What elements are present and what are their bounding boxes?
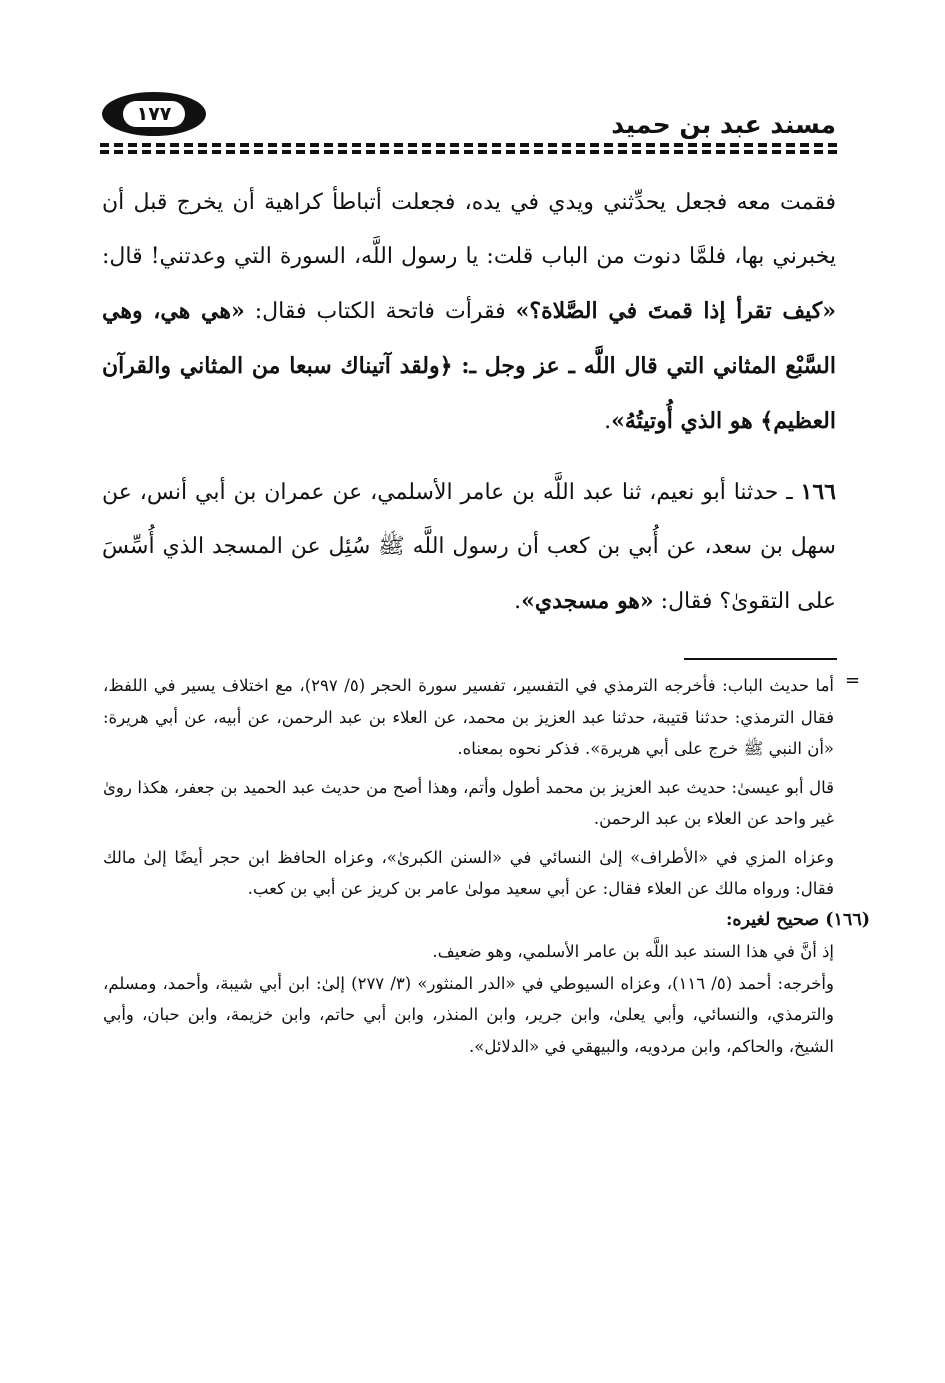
- hadith-number: ١٦٦: [800, 479, 836, 505]
- p1-quote-1: «كيف تقرأ إذا قمتَ في الصَّلاة؟»: [515, 298, 837, 324]
- book-title: مسند عبد بن حميد: [611, 110, 836, 139]
- hadith-166: [102, 465, 836, 629]
- p2-quote: «هو مسجدي»: [521, 588, 654, 614]
- footnote-separator: [684, 658, 837, 660]
- page-header: [100, 92, 838, 152]
- page-number: ١٧٧: [123, 101, 185, 127]
- footnote-paragraph: أما حديث الباب: فأخرجه الترمذي في التفسير، تفسير سورة الحجر (٥/ ٢٩٧)، مع اختلاف يسير في اللفظ، فقال الترمذي: حدثنا قتيبة، حدثنا عبد العزيز بن محمد، عن العلاء بن عبد الرحمن، عن أبيه، عن أبي هريرة: «أن النبي ﷺ خرج على أبي هريرة». فذكر نحوه بمعناه.: [103, 676, 835, 758]
- footnote-paragraph: وعزاه المزي في «الأطراف» إلىٰ النسائي في «السنن الكبرىٰ»، وعزاه الحافظ ابن حجر أيضًا إلىٰ مالك فقال: ورواه مالك عن العلاء فقال: عن أبي سعيد مولىٰ عامر بن كريز عن أبي بن كعب.: [103, 847, 834, 898]
- header-divider-bottom: [100, 150, 838, 154]
- p1-text-2: فقرأت فاتحة الكتاب فقال:: [244, 299, 516, 324]
- footnote-paragraph: وأخرجه: أحمد (٥/ ١١٦)، وعزاه السيوطي في «الدر المنثور» (٣/ ٢٧٧) إلىٰ: ابن أبي شيبة، وأحمد، ومسلم، والترمذي، والنسائي، وأبي يعلىٰ، وابن جرير، وابن المنذر، وابن أبي حاتم، وابن خزيمة، وابن حبان، وأبي الشيخ، والحاكم، وابن مردويه، والبيهقي في «الدلائل».: [103, 973, 834, 1056]
- page-number-badge: [102, 92, 206, 136]
- p1-quote-2: «هي هي، وهي السَّبْع المثاني التي قال اللَّه ـ عز وجل ـ: ﴿ولقد آتيناك سبعا من المثاني والقرآن العظيم﴾ هو الذي أُوتيتُهُ»: [102, 298, 836, 434]
- p1-text-1: فقمت معه فجعل يحدِّثني ويدي في يده، فجعلت أتباطأ كراهية أن يخرج قبل أن يخبرني بها، فلمَّا دنوت من الباب قلت: يا رسول اللَّه، السورة التي وعدتني! قال:: [102, 190, 836, 269]
- paragraph-1: [102, 176, 836, 449]
- footnotes: [103, 670, 870, 1062]
- footnote-continuation-mark: =: [845, 670, 861, 691]
- footnote-paragraph: قال أبو عيسىٰ: حديث عبد العزيز بن محمد أطول وأتم، وهذا أصح من حديث عبد الحميد بن جعفر، هكذا روىٰ غير واحد عن العلاء بن عبد الرحمن.: [103, 777, 834, 828]
- p1-text-3: .: [604, 409, 612, 434]
- p2-text-1: ـ حدثنا أبو نعيم، ثنا عبد اللَّه بن عامر الأسلمي، عن عمران بن أبي أنس، عن سهل بن سعد، عن أُبي بن كعب أن رسول اللَّه ﷺ سُئِل عن المسجد الذي أُسِّسَ على التقوىٰ؟ فقال:: [102, 480, 836, 614]
- footnote-heading: (١٦٦) صحيح لغيره:: [725, 909, 870, 930]
- main-text: [102, 176, 836, 629]
- p2-text-2: .: [514, 589, 522, 614]
- header-divider-top: [100, 143, 838, 147]
- footnote-paragraph: إذ أنَّ في هذا السند عبد اللَّه بن عامر الأسلمي، وهو ضعيف.: [432, 942, 834, 961]
